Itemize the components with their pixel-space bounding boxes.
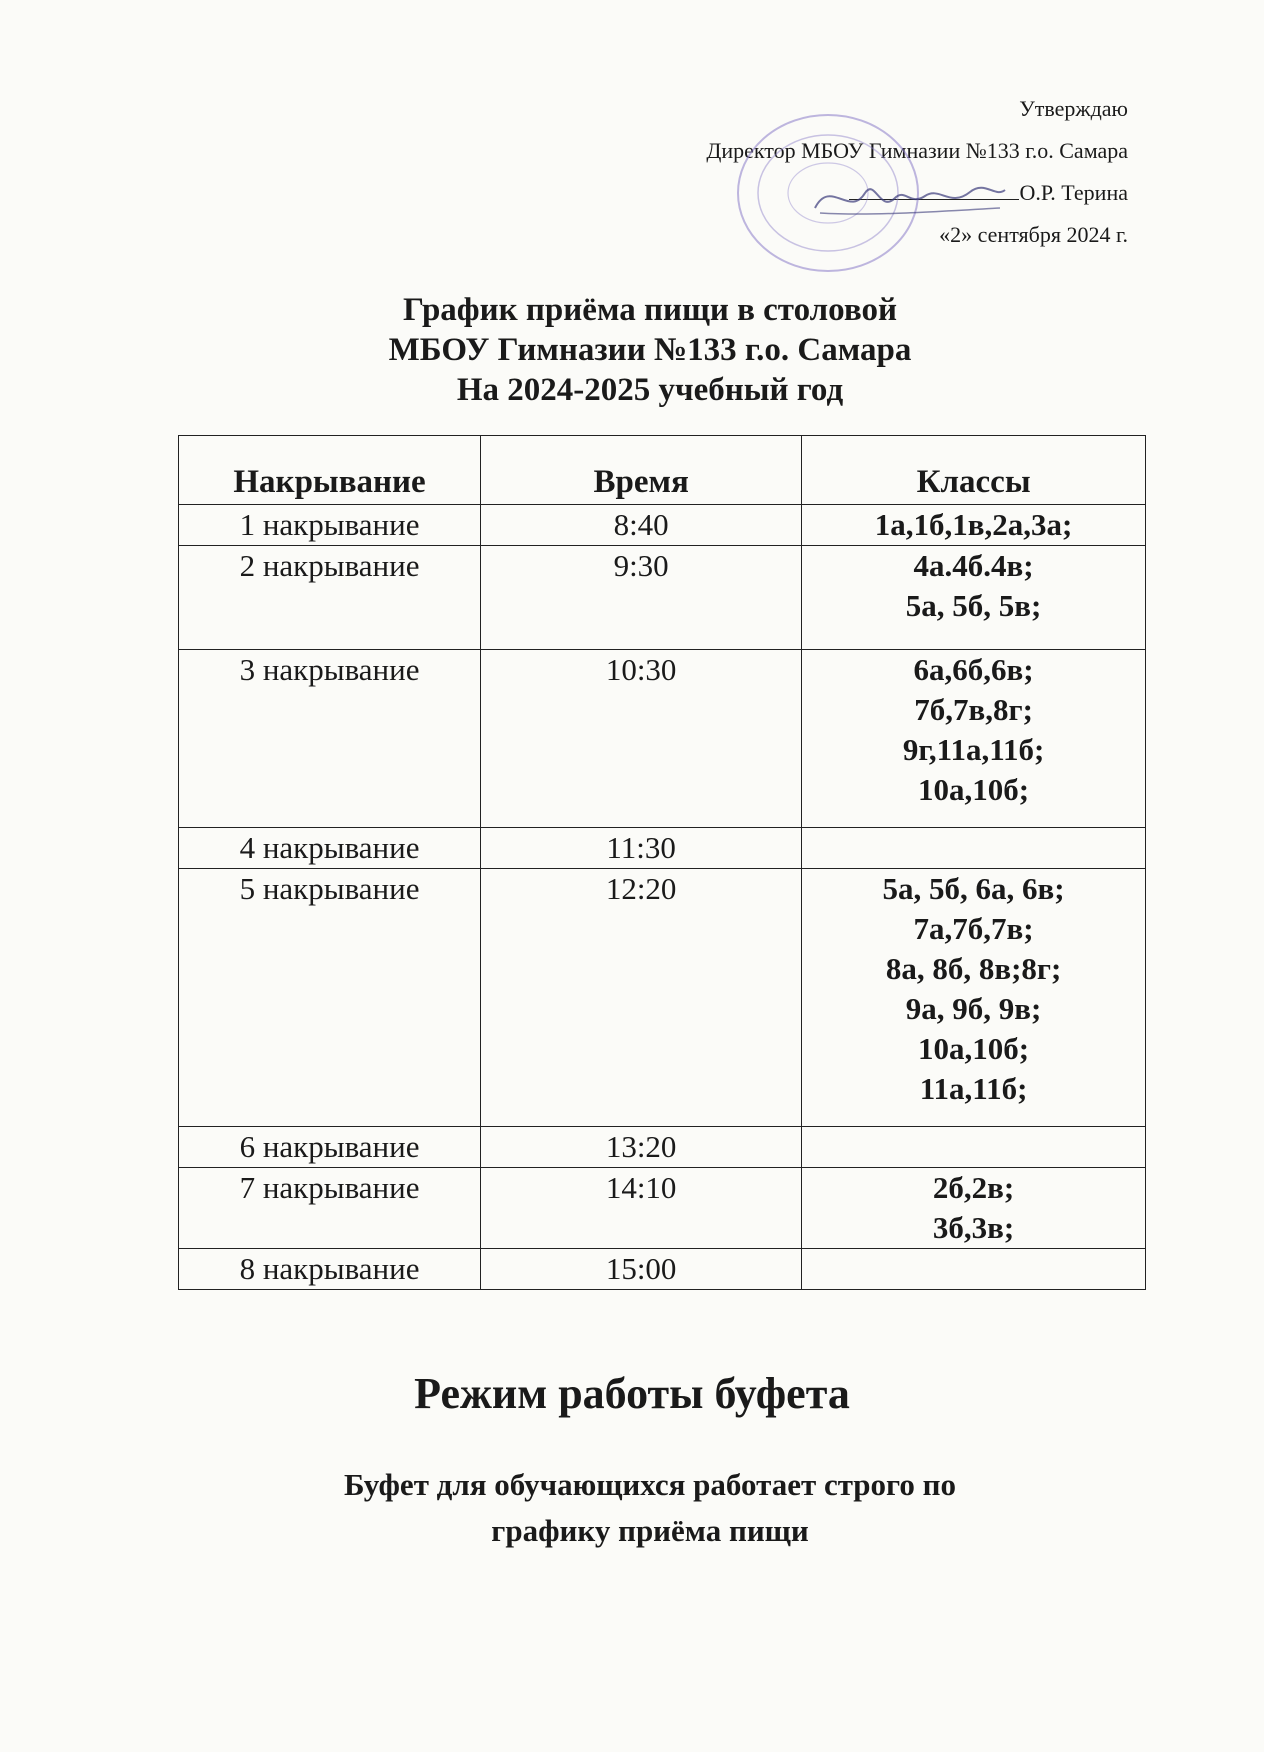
setting-name-cell: 3 накрывание	[179, 650, 481, 828]
approval-signatory: О.Р. Терина	[568, 172, 1128, 214]
time-cell: 8:40	[481, 505, 802, 546]
class-group-line: 7а,7б,7в;	[913, 911, 1034, 946]
header-setting: Накрывание	[179, 436, 481, 505]
class-group-line: 8а, 8б, 8в;8г;	[885, 951, 1062, 986]
class-group-line: 6а,6б,6в;	[913, 652, 1034, 687]
class-group-line: 5а, 5б, 5в;	[905, 588, 1042, 623]
class-group-line: 11а,11б;	[919, 1071, 1028, 1106]
setting-name-cell: 1 накрывание	[179, 505, 481, 546]
classes-cell	[802, 1249, 1146, 1290]
setting-name-cell: 5 накрывание	[179, 869, 481, 1127]
classes-cell	[802, 869, 1146, 1127]
time-cell: 14:10	[481, 1168, 802, 1249]
buffet-notice-line-2: графику приёма пищи	[491, 1513, 809, 1548]
approval-date: «2» сентября 2024 г.	[939, 222, 1128, 247]
header-time: Время	[481, 436, 802, 505]
approval-heading: Утверждаю	[1019, 96, 1128, 121]
buffet-notice-line-1: Буфет для обучающихся работает строго по	[344, 1467, 956, 1502]
time-cell: 13:20	[481, 1127, 802, 1168]
setting-name-cell: 8 накрывание	[179, 1249, 481, 1290]
classes-cell	[802, 546, 1146, 650]
class-group-line: 7б,7в,8г;	[914, 692, 1033, 727]
classes-cell	[802, 505, 1146, 546]
time-cell: 10:30	[481, 650, 802, 828]
classes-cell	[802, 828, 1146, 869]
setting-name-cell: 2 накрывание	[179, 546, 481, 650]
classes-cell	[802, 1127, 1146, 1168]
class-group-line: 10а,10б;	[918, 772, 1030, 807]
class-group-line: 9а, 9б, 9в;	[905, 991, 1042, 1026]
time-cell: 11:30	[481, 828, 802, 869]
class-group-line: 3б,3в;	[932, 1210, 1015, 1245]
setting-name-cell: 7 накрывание	[179, 1168, 481, 1249]
table-header-row	[179, 436, 1146, 505]
time-cell: 15:00	[481, 1249, 802, 1290]
title-line-3: На 2024-2025 учебный год	[456, 372, 844, 408]
table-row	[179, 650, 1146, 828]
title-line-2: МБОУ Гимназии №133 г.о. Самара	[388, 332, 912, 368]
table-row	[179, 1168, 1146, 1249]
class-group-line: 2б,2в;	[932, 1170, 1015, 1205]
approval-position: Директор МБОУ Гимназии №133 г.о. Самара	[706, 138, 1128, 163]
class-group-line: 4а.4б.4в;	[913, 548, 1034, 583]
header-classes: Классы	[802, 436, 1146, 505]
class-group-line: 1а,1б,1в,2а,3а;	[874, 507, 1073, 542]
time-cell: 9:30	[481, 546, 802, 650]
document-title	[200, 290, 1100, 410]
class-group-line: 10а,10б;	[918, 1031, 1030, 1066]
class-group-line: 5а, 5б, 6а, 6в;	[882, 871, 1065, 906]
class-group-line: 9г,11а,11б;	[902, 732, 1045, 767]
buffet-heading: Режим работы буфета	[414, 1369, 850, 1418]
title-line-1: График приёма пищи в столовой	[403, 292, 897, 328]
setting-name-cell: 4 накрывание	[179, 828, 481, 869]
table-row	[179, 546, 1146, 650]
signature-image	[810, 168, 1010, 228]
time-cell: 12:20	[481, 869, 802, 1127]
table-row	[179, 1127, 1146, 1168]
classes-cell	[802, 1168, 1146, 1249]
classes-cell	[802, 650, 1146, 828]
setting-name-cell: 6 накрывание	[179, 1127, 481, 1168]
schedule-table	[178, 435, 1146, 1290]
table-row	[179, 828, 1146, 869]
table-row	[179, 505, 1146, 546]
buffet-notice	[220, 1462, 1080, 1554]
table-row	[179, 869, 1146, 1127]
table-row	[179, 1249, 1146, 1290]
